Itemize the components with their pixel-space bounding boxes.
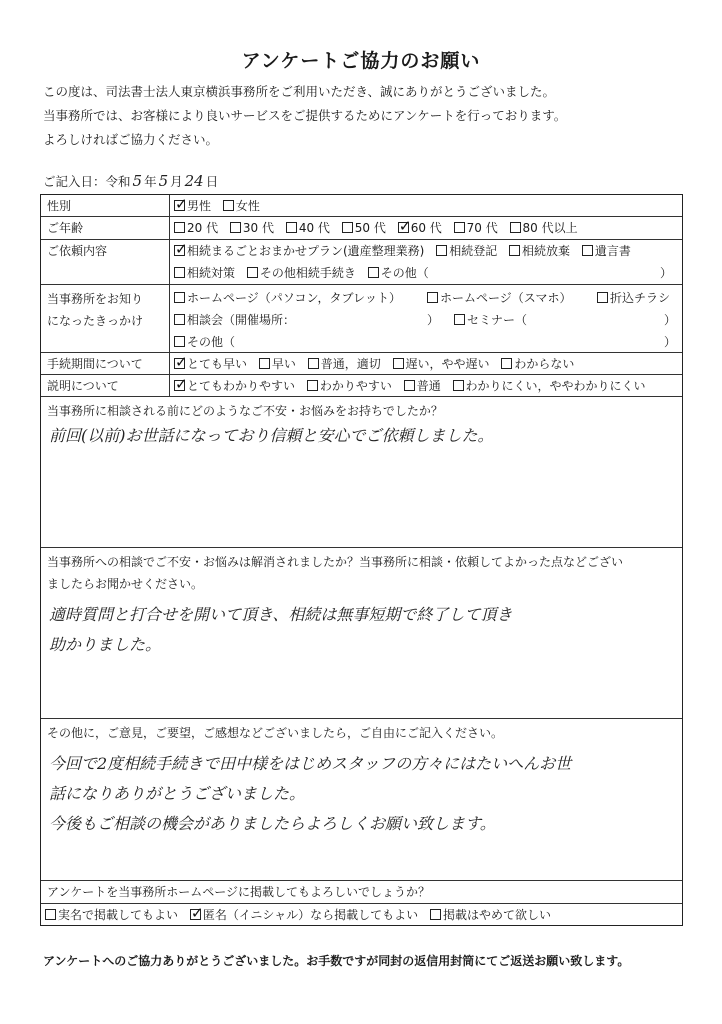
request-option-renunciation[interactable] [509, 240, 570, 262]
explanation-options [170, 375, 682, 396]
explanation-option-clear[interactable] [307, 375, 392, 397]
checkbox[interactable] [174, 222, 185, 233]
period-option-normal[interactable] [308, 353, 381, 375]
source-seminar-close: ） [664, 313, 677, 327]
explanation-option-normal[interactable] [404, 375, 441, 397]
publish-options [41, 903, 682, 926]
age-option-20s[interactable] [174, 217, 218, 239]
q2-answer[interactable] [49, 600, 676, 660]
checkbox[interactable] [582, 245, 593, 256]
checkbox[interactable] [430, 909, 441, 920]
explanation-option-very-clear[interactable] [174, 375, 295, 397]
source-label-line: になったきっかけ [47, 314, 144, 328]
checkbox[interactable] [174, 200, 185, 211]
source-consultation-close: ） [427, 313, 440, 327]
age-option-30s[interactable] [230, 217, 274, 239]
intro-line: 当事務所では、お客様により良いサービスをご提供するためにアンケートを行っております。 [43, 108, 567, 123]
q3-answer[interactable] [49, 749, 676, 839]
source-option-consultation[interactable] [174, 309, 295, 331]
checkbox[interactable] [190, 909, 201, 920]
date-day-unit: 日 [205, 174, 219, 189]
request-row [41, 240, 682, 285]
publish-option-anonymous[interactable] [190, 904, 418, 926]
q2-question [41, 548, 682, 595]
option-label: 早い [271, 357, 296, 371]
answer-line: 前回(以前)お世話になっており信頼と安心でご依頼しました。 [49, 426, 494, 445]
publish-question: アンケートを当事務所ホームページに掲載してもよろしいでしょうか？ [47, 885, 431, 899]
checkbox[interactable] [342, 222, 353, 233]
option-label: ホームページ（パソコン，タブレット） [187, 291, 401, 305]
q2-section [41, 548, 682, 719]
page-title: アンケートご協力のお願い [241, 50, 481, 72]
option-label: その他（ [187, 335, 236, 349]
option-label: 60 代 [410, 221, 442, 235]
option-label: 掲載はやめて欲しい [442, 908, 551, 922]
checkbox[interactable] [247, 267, 258, 278]
checkbox[interactable] [398, 222, 409, 233]
checkbox[interactable] [453, 380, 464, 391]
source-options [170, 285, 682, 352]
checkbox[interactable] [174, 314, 185, 325]
option-label: 普通，適切 [320, 357, 381, 371]
checkbox[interactable] [259, 358, 270, 369]
gender-label: 性別 [41, 195, 170, 216]
date-day-value[interactable]: 24 [184, 172, 204, 190]
checkbox[interactable] [174, 336, 185, 347]
request-option-registration[interactable] [436, 240, 497, 262]
period-option-fast[interactable] [259, 353, 296, 375]
option-label: 70 代 [466, 221, 498, 235]
checkbox[interactable] [436, 245, 447, 256]
publish-section [41, 881, 682, 925]
request-label: ご依頼内容 [41, 240, 170, 284]
checkbox[interactable] [404, 380, 415, 391]
checkbox[interactable] [174, 267, 185, 278]
option-label: 50 代 [354, 221, 386, 235]
q3-section [41, 719, 682, 881]
option-label: 80 代以上 [522, 221, 578, 235]
period-option-very-fast[interactable] [174, 353, 247, 375]
request-option-planning[interactable] [174, 262, 235, 284]
checkbox[interactable] [501, 358, 512, 369]
option-label: 40 代 [298, 221, 330, 235]
checkbox[interactable] [174, 358, 185, 369]
age-option-50s[interactable] [342, 217, 386, 239]
checkbox[interactable] [427, 292, 438, 303]
request-option-full-plan[interactable] [174, 240, 424, 262]
source-option-other[interactable] [174, 331, 235, 353]
option-label: わかりやすい [319, 379, 392, 393]
age-options [170, 217, 682, 239]
explanation-label: 説明について [41, 375, 170, 396]
option-label: 相続まるごとおまかせプラン(遺産整理業務) [187, 244, 425, 258]
option-label: 男性 [187, 199, 212, 213]
option-label: 相続登記 [449, 244, 498, 258]
period-label: 手続期間について [41, 353, 170, 374]
option-label: 相続放棄 [522, 244, 571, 258]
request-option-other-procedures[interactable] [247, 262, 356, 284]
intro-text [43, 80, 683, 152]
option-label: 遅い，やや遅い [405, 357, 490, 371]
entry-date [43, 172, 218, 190]
option-label: 20 代 [187, 221, 219, 235]
intro-line: この度は、司法書士法人東京横浜事務所をご利用いただき、誠にありがとうございました。 [43, 84, 556, 99]
publish-option-decline[interactable] [430, 904, 551, 926]
checkbox[interactable] [597, 292, 608, 303]
option-label: とても早い [187, 357, 248, 371]
request-option-will[interactable] [582, 240, 631, 262]
option-label: 30 代 [242, 221, 275, 235]
answer-line: 適時質問と打合せを開いて頂き、相続は無事短期で終了して頂き [49, 605, 513, 624]
checkbox[interactable] [307, 380, 318, 391]
gender-option-female[interactable] [223, 195, 260, 217]
checkbox[interactable] [230, 222, 241, 233]
date-month-value[interactable]: 5 [158, 172, 169, 190]
checkbox[interactable] [368, 267, 379, 278]
q1-question: 当事務所に相談される前にどのようなご不安・お悩みをお持ちでしたか？ [47, 404, 443, 418]
checkbox[interactable] [509, 245, 520, 256]
publish-option-real-name[interactable] [45, 904, 178, 926]
survey-form [40, 194, 683, 926]
option-label: わかりにくい，ややわかりにくい [465, 379, 646, 393]
period-options [170, 353, 682, 374]
option-label: 実名で掲載してもよい [58, 908, 179, 922]
source-row [41, 285, 682, 353]
date-year-unit: 年 [144, 174, 157, 189]
q1-section [41, 397, 682, 548]
q1-answer[interactable] [49, 421, 676, 451]
checkbox[interactable] [454, 314, 465, 325]
request-options [170, 240, 682, 284]
request-other-close: ） [660, 266, 673, 280]
checkbox[interactable] [223, 200, 234, 211]
question-line: 当事務所への相談でご不安・お悩みは解消されましたか？当事務所に相談・依頼してよかった点などござい [47, 555, 624, 569]
source-label-line: 当事務所をお知り [47, 292, 144, 306]
answer-line: 今後もご相談の機会がありましたらよろしくお願い致します。 [49, 814, 496, 833]
checkbox[interactable] [286, 222, 297, 233]
age-option-40s[interactable] [286, 217, 330, 239]
option-label: 折込チラシ [610, 291, 671, 305]
source-option-seminar[interactable] [454, 309, 527, 331]
checkbox[interactable] [308, 358, 319, 369]
option-label: わからない [514, 357, 575, 371]
source-label [41, 285, 170, 352]
option-label: ホームページ（スマホ） [440, 291, 572, 305]
period-row [41, 353, 682, 375]
date-month-unit: 月 [170, 174, 183, 189]
age-option-80s[interactable] [510, 217, 578, 239]
source-option-homepage-pc[interactable] [174, 287, 401, 309]
checkbox[interactable] [454, 222, 465, 233]
checkbox[interactable] [393, 358, 404, 369]
period-option-unknown[interactable] [501, 353, 574, 375]
option-label: とてもわかりやすい [187, 379, 296, 393]
option-label: 相談会（開催場所： [187, 313, 296, 327]
age-option-70s[interactable] [454, 217, 498, 239]
explanation-option-unclear[interactable] [453, 375, 646, 397]
gender-options [170, 195, 682, 216]
age-option-60s[interactable] [398, 217, 442, 239]
checkbox[interactable] [174, 245, 185, 256]
intro-line: よろしければご協力ください。 [43, 132, 219, 147]
checkbox[interactable] [510, 222, 521, 233]
option-label: 遺言書 [594, 244, 631, 258]
checkbox[interactable] [174, 380, 185, 391]
question-line: ましたらお聞かせください。 [47, 577, 204, 591]
source-other-close: ） [664, 335, 677, 349]
option-label: 相続対策 [187, 266, 236, 280]
request-option-other[interactable] [368, 262, 429, 284]
option-label: 普通 [416, 379, 441, 393]
checkbox[interactable] [45, 909, 56, 920]
answer-line: 話になりありがとうございました。 [49, 784, 306, 803]
age-label: ご年齢 [41, 217, 170, 239]
date-prefix: ご記入日：令和 [43, 174, 131, 189]
option-label: その他相続手続き [259, 266, 356, 280]
checkbox[interactable] [174, 292, 185, 303]
period-option-slow[interactable] [393, 353, 490, 375]
option-label: 女性 [235, 199, 260, 213]
source-option-flyer[interactable] [597, 287, 670, 309]
gender-row [41, 195, 682, 217]
option-label: その他（ [380, 266, 429, 280]
answer-line: 助かりました。 [49, 635, 162, 654]
footer-note: アンケートへのご協力ありがとうございました。お手数ですが同封の返信用封筒にてご返送お願い致します。 [43, 954, 630, 968]
explanation-row [41, 375, 682, 397]
age-row [41, 217, 682, 240]
source-option-homepage-smartphone[interactable] [427, 287, 572, 309]
date-year-value[interactable]: 5 [132, 172, 143, 190]
gender-option-male[interactable] [174, 195, 211, 217]
option-label: 匿名（イニシャル）なら掲載してもよい [202, 908, 419, 922]
answer-line: 今回で2度相続手続きで田中様をはじめスタッフの方々にはたいへんお世 [49, 754, 572, 773]
option-label: セミナー（ [467, 313, 528, 327]
q3-question: その他に，ご意見，ご要望，ご感想などございましたら，ご自由にご記入ください。 [47, 726, 504, 740]
